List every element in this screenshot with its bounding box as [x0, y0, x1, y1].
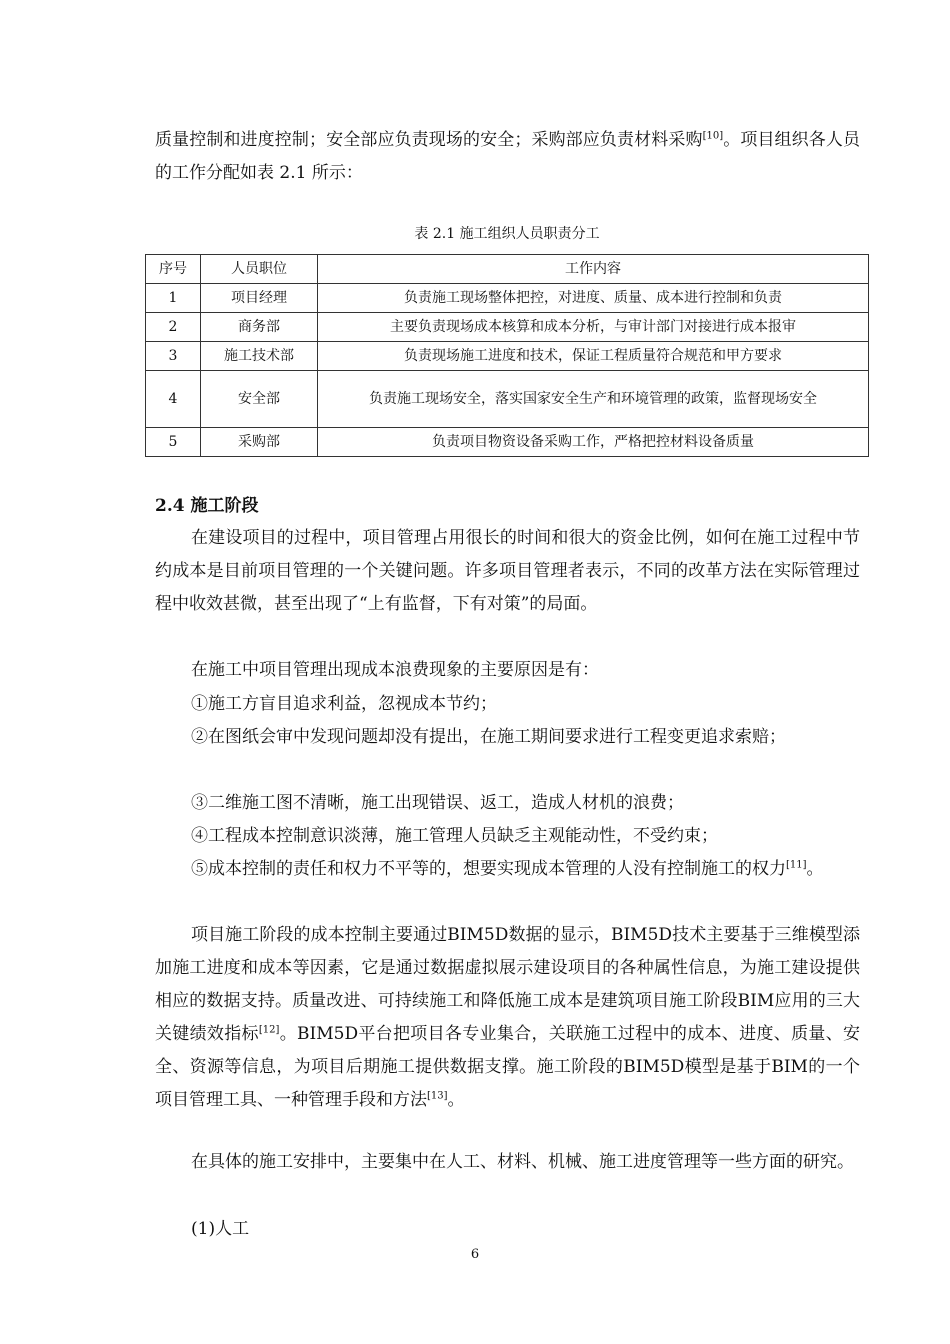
list-item-text: ⑤成本控制的责任和权力不平等的，想要实现成本管理的人没有控制施工的权力	[191, 859, 786, 879]
cell-content: 负责项目物资设备采购工作，严格把控材料设备质量	[318, 428, 869, 457]
table-row	[146, 371, 869, 428]
list-item	[155, 853, 860, 886]
table-header-row	[146, 255, 869, 284]
table-row	[146, 342, 869, 371]
cell-position: 施工技术部	[201, 342, 318, 371]
intro-text-continued: 。项目组织各人员的工作分配如表 2.1 所示：	[155, 130, 861, 183]
list-item: ③二维施工图不清晰，施工出现错误、返工，造成人材机的浪费；	[191, 793, 684, 813]
header-content: 工作内容	[318, 255, 869, 284]
cell-number: 4	[146, 371, 201, 428]
list-item: ①施工方盲目追求利益，忽视成本节约；	[191, 694, 497, 714]
table-row	[146, 313, 869, 342]
paragraph-text: 项目施工阶段的成本控制主要通过BIM5D数据的显示，BIM5D技术主要基于三维模型添加施工进度和成本等因素，它是通过数据虚拟展示建设项目的各种属性信息，为施工建设提供相应的数据支持。质量改进、可持续施工和降低施工成本是建筑项目施工阶段BIM应用的三大关键绩效指标	[155, 925, 860, 1044]
list-item: ②在图纸会审中发现问题却没有提出，在施工期间要求进行工程变更追求索赔；	[191, 727, 786, 747]
citation-ref: [12]	[258, 1024, 280, 1036]
cell-position: 安全部	[201, 371, 318, 428]
header-position: 人员职位	[201, 255, 318, 284]
cell-content: 主要负责现场成本核算和成本分析，与审计部门对接进行成本报审	[318, 313, 869, 342]
cell-content: 负责现场施工进度和技术，保证工程质量符合规范和甲方要求	[318, 342, 869, 371]
cell-number: 5	[146, 428, 201, 457]
cell-content: 负责施工现场整体把控，对进度、质量、成本进行控制和负责	[318, 284, 869, 313]
cell-position: 项目经理	[201, 284, 318, 313]
list-item: ④工程成本控制意识淡薄，施工管理人员缺乏主观能动性，不受约束；	[191, 826, 718, 846]
citation-ref: [13]	[427, 1090, 448, 1102]
paragraph-text-continued: 。BIM5D平台把项目各专业集合，关联施工过程中的成本、进度、质量、安全、资源等信息，为项目后期施工提供数据支撑。施工阶段的BIM5D模型是基于BIM的一个项目管理工具、一种管理手段和方法	[155, 1024, 861, 1110]
subsection-label: (1)人工	[191, 1219, 250, 1239]
table-row	[146, 284, 869, 313]
cell-number: 1	[146, 284, 201, 313]
cell-position: 采购部	[201, 428, 318, 457]
body-paragraph: 在具体的施工安排中，主要集中在人工、材料、机械、施工进度管理等一些方面的研究。	[191, 1152, 854, 1172]
citation-ref: [10]	[702, 130, 724, 142]
body-paragraph: 在建设项目的过程中，项目管理占用很长的时间和很大的资金比例，如何在施工过程中节约成本是目前项目管理的一个关键问题。许多项目管理者表示，不同的改革方法在实际管理过程中收效甚微，甚至出现了“上有监督，下有对策”的局面。	[155, 528, 860, 614]
citation-ref: [11]	[786, 859, 807, 871]
section-heading: 2.4 施工阶段	[155, 496, 259, 516]
body-paragraph: 在施工中项目管理出现成本浪费现象的主要原因是有：	[191, 660, 599, 680]
page-number: 6	[470, 1247, 480, 1262]
cell-number: 3	[146, 342, 201, 371]
cell-content: 负责施工现场安全，落实国家安全生产和环境管理的政策，监督现场安全	[318, 371, 869, 428]
intro-paragraph	[155, 124, 860, 190]
body-paragraph	[155, 919, 860, 1117]
list-item-text-end: 。	[806, 859, 824, 879]
intro-text: 质量控制和进度控制；安全部应负责现场的安全；采购部应负责材料采购	[155, 130, 703, 150]
table-row	[146, 428, 869, 457]
cell-number: 2	[146, 313, 201, 342]
header-number: 序号	[146, 255, 201, 284]
paragraph-text-end: 。	[447, 1090, 465, 1110]
table-caption: 表 2.1 施工组织人员职责分工	[414, 226, 600, 242]
duty-table	[145, 254, 869, 457]
cell-position: 商务部	[201, 313, 318, 342]
